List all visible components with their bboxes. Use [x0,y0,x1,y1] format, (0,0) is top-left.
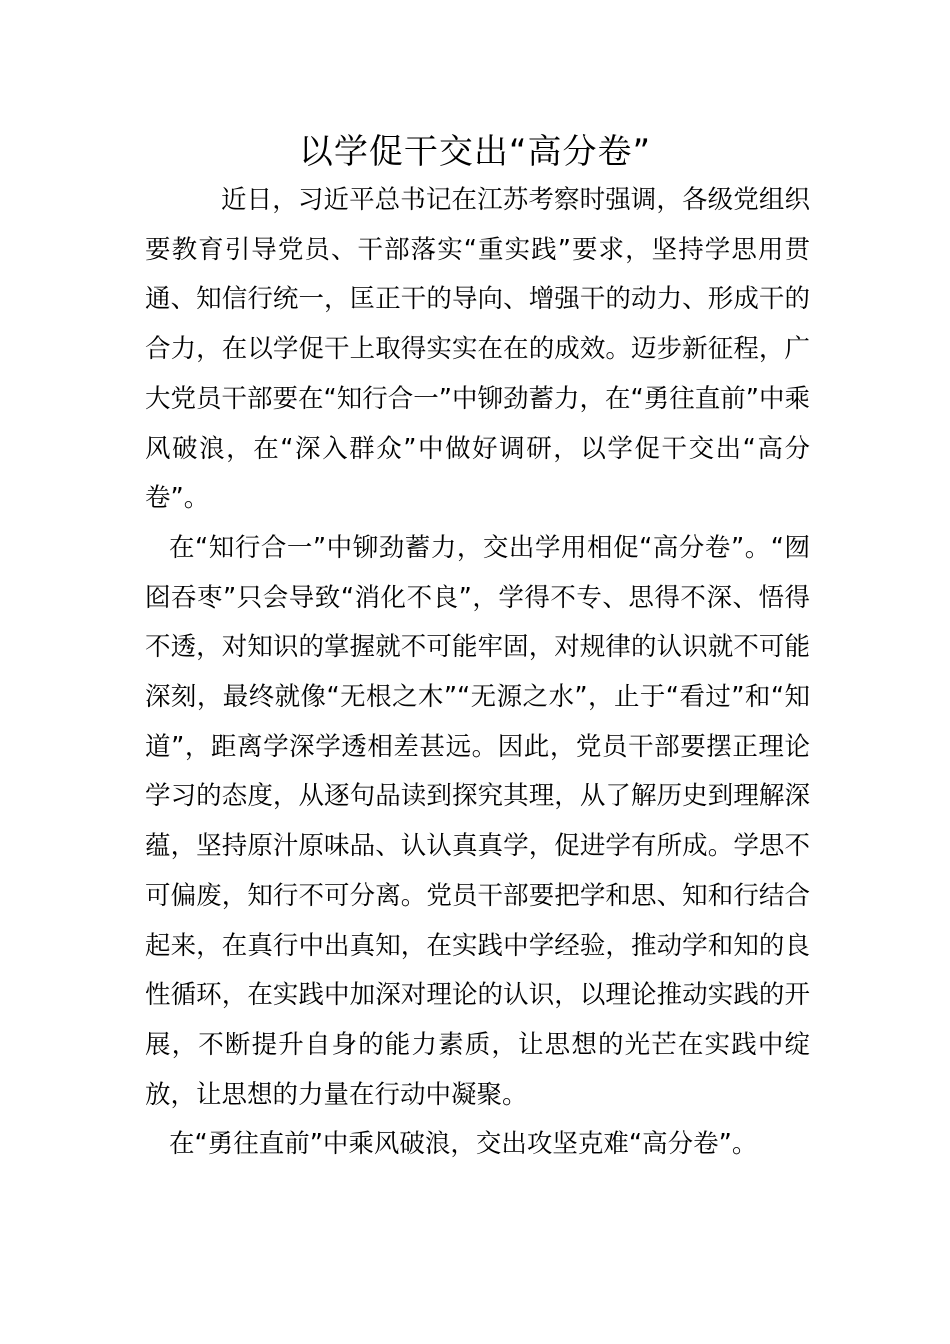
paragraph-knowledge-action: 在“知行合一”中铆劲蓄力，交出学用相促“高分卷”。“囫囵吞枣”只会导致“消化不良”，学得不专、思得不深、悟得不透，对知识的掌握就不可能牢固，对规律的认识就不可能深刻，最终就像“无根之木”“无源之水”，止于“看过”和“知道”，距离学深学透相差甚远。因此，党员干部要摆正理论学习的态度，从逐句品读到探究其理，从了解历史到理解深蕴，坚持原汁原味品、认认真真学，促进学有所成。学思不可偏废，知行不可分离。党员干部要把学和思、知和行结合起来，在真行中出真知，在实践中学经验，推动学和知的良性循环，在实践中加深对理论的认识，以理论推动实践的开展，不断提升自身的能力素质，让思想的光芒在实践中绽放，让思想的力量在行动中凝聚。 [145,532,810,1110]
document-title: 以学促干交出“高分卷” [298,132,652,172]
paragraph-forge-ahead: 在“勇往直前”中乘风破浪，交出攻坚克难“高分卷”。 [169,1129,758,1160]
document-body [145,176,810,1170]
paragraph-intro: 近日，习近平总书记在江苏考察时强调，各级党组织要教育引导党员、干部落实“重实践”要求，坚持学思用贯通、知信行统一，匡正干的导向、增强干的动力、形成干的合力，在以学促干上取得实实在在的成效。迈步新征程，广大党员干部要在“知行合一”中铆劲蓄力，在“勇往直前”中乘风破浪，在“深入群众”中做好调研，以学促干交出“高分卷”。 [145,185,810,514]
